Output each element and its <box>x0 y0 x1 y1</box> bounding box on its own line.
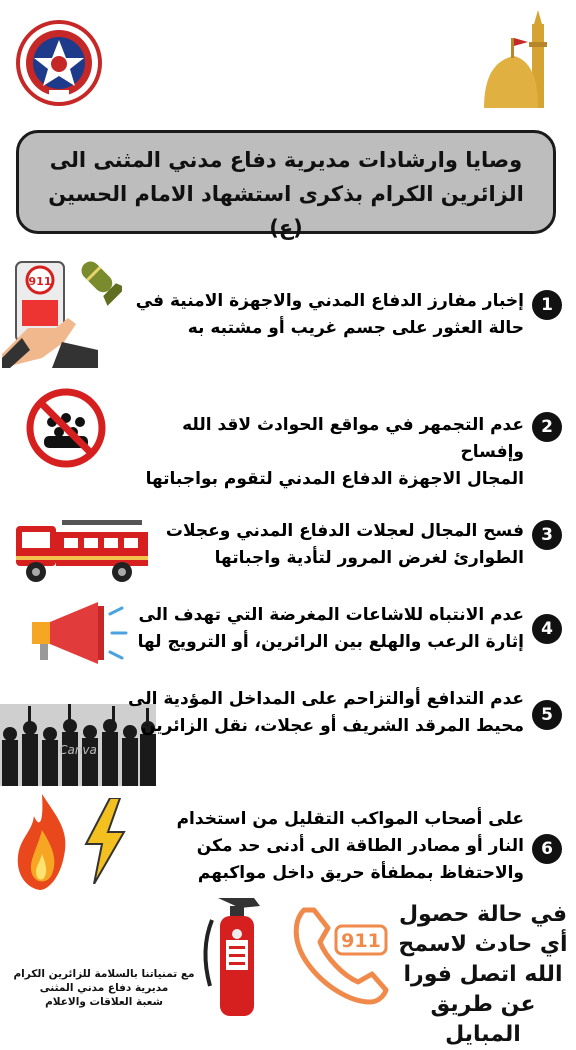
call-line-3: الله اتصل فورا <box>403 962 563 987</box>
item-1-line-2: حالة العثور على جسم غريب أو مشتبه به <box>187 318 524 338</box>
item-2-line-1: عدم التجمهر في مواقع الحوادث لاقد الله وإفساح <box>182 415 524 462</box>
shrine-dome-icon <box>476 10 560 110</box>
item-3-line-1: فسح المجال لعجلات الدفاع المدني وعجلات <box>165 521 524 541</box>
item-4-line-2: إثارة الرعب والهلع بين الرائرين، أو الترويج لها <box>137 632 524 652</box>
list-item-3 <box>118 518 570 572</box>
item-5-number: 5 <box>532 700 562 730</box>
footer-line-3: شعبة العلاقات والاعلام <box>45 996 163 1008</box>
no-gathering-sign-icon <box>24 386 108 470</box>
list-item-2 <box>118 412 570 493</box>
item-6-number: 6 <box>532 834 562 864</box>
phone-911-label: 911 <box>28 275 52 288</box>
item-2-number: 2 <box>532 412 562 442</box>
item-2-line-2: المجال الاجهزة الدفاع المدني لتقوم بواجباتها <box>145 469 524 489</box>
handset-911-label: 911 <box>341 930 381 952</box>
bomb-icon <box>76 250 122 308</box>
item-4-number: 4 <box>532 614 562 644</box>
list-item-6 <box>118 806 570 887</box>
item-1-line-1: إخبار مفارز الدفاع المدني والاجهزة الامنية في <box>135 291 524 311</box>
fire-extinguisher-icon <box>196 890 276 1020</box>
call-line-4: عن طريق المبايل <box>430 992 536 1047</box>
item-3-line-2: الطوارئ لغرض المرور لتأدية واجباتها <box>214 548 524 568</box>
call-line-2: أي حادث لاسمح <box>398 932 568 957</box>
item-3-number: 3 <box>532 520 562 550</box>
item-1-number: 1 <box>532 290 562 320</box>
title-banner <box>16 130 556 240</box>
flame-icon <box>14 794 70 890</box>
item-6-line-2: النار أو مصادر الطاقة الى أدنى حد مكن <box>196 836 524 856</box>
title-line-1: وصايا وارشادات مديرية دفاع مدني المثنى الى <box>49 148 523 172</box>
phone-handset-icon <box>286 898 398 1010</box>
footer-line-2: مديرية دفاع مدني المثنى <box>39 982 169 994</box>
crowd-watermark: Canva <box>59 743 97 757</box>
item-5-line-2: محيط المرقد الشريف أو عجلات، نقل الزائرين <box>140 716 524 736</box>
item-6-line-1: على أصحاب المواكب التقليل من استخدام <box>176 809 524 829</box>
list-item-4 <box>118 602 570 656</box>
call-line-1: في حالة حصول <box>398 902 568 927</box>
item-5-line-1: عدم التدافع أوالتزاحم على المداخل المؤدية الى <box>128 689 524 709</box>
title-line-2: الزائرين الكرام بذكرى استشهاد الامام الحسين (ع) <box>48 182 524 240</box>
civil-defense-logo <box>16 20 102 106</box>
item-6-line-3: والاحتفاظ بمطفأة حريق داخل مواكبهم <box>197 863 524 883</box>
emergency-call-text <box>392 900 574 1050</box>
footer-line-1: مع تمنياتنا بالسلامة للزائرين الكرام <box>13 968 195 980</box>
list-item-1 <box>118 288 570 342</box>
footer-note <box>6 967 202 1009</box>
list-item-5 <box>118 686 570 740</box>
item-4-line-1: عدم الانتباه للاشاعات المغرضة التي تهدف الى <box>138 605 524 625</box>
